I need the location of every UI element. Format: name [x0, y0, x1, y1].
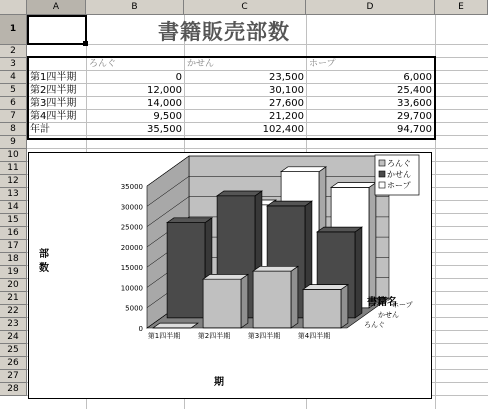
row-header-9[interactable]: 9 [0, 136, 27, 149]
bar-front [203, 279, 241, 328]
row-header-15[interactable]: 15 [0, 214, 27, 227]
y-axis-label: 部 [39, 249, 49, 260]
row-label-q1: 第1四半期 [30, 72, 77, 83]
cell-b4[interactable]: 0 [175, 72, 182, 83]
bar-top [317, 227, 362, 232]
row-label-q3: 第3四半期 [30, 98, 77, 109]
fill-handle[interactable] [83, 41, 88, 46]
y-tick-label: 35000 [120, 183, 143, 191]
row-header-27[interactable]: 27 [0, 370, 27, 383]
bar-top [217, 191, 262, 196]
cell-d8[interactable]: 94,700 [397, 124, 432, 135]
cell-d4[interactable]: 6,000 [403, 72, 432, 83]
x-tick-label: 第1四半期 [147, 332, 181, 340]
row-header-16[interactable]: 16 [0, 227, 27, 240]
bar-top [331, 183, 376, 188]
bar-side [355, 227, 362, 318]
row-header-22[interactable]: 22 [0, 305, 27, 318]
row-header-11[interactable]: 11 [0, 162, 27, 175]
bar-front [303, 289, 341, 328]
row-header-8[interactable]: 8 [0, 123, 27, 136]
cell-b7[interactable]: 9,500 [153, 111, 182, 122]
bar-side [241, 274, 248, 328]
cell-b6[interactable]: 14,000 [147, 98, 182, 109]
bar-front [253, 271, 291, 328]
table-header-rongu: ろんぐ [89, 59, 117, 69]
row-header-1[interactable]: 1 [0, 15, 27, 45]
row-header-6[interactable]: 6 [0, 97, 27, 110]
legend-swatch [379, 160, 385, 166]
row-header-21[interactable]: 21 [0, 292, 27, 305]
bar-side [341, 285, 348, 328]
bar-top [203, 274, 248, 279]
row-header-19[interactable]: 19 [0, 266, 27, 279]
column-header-a[interactable]: A [27, 0, 86, 15]
y-tick-label: 10000 [120, 284, 143, 293]
depth-tick-label: ホープ [392, 301, 413, 309]
y-tick-label: 0 [138, 325, 143, 333]
row-header-28[interactable]: 28 [0, 383, 27, 396]
selected-cell-a1[interactable] [27, 15, 87, 45]
row-header-5[interactable]: 5 [0, 84, 27, 97]
row-header-25[interactable]: 25 [0, 344, 27, 357]
y-axis-label: 数 [39, 263, 49, 274]
row-header-14[interactable]: 14 [0, 201, 27, 214]
y-tick-label: 30000 [120, 203, 143, 212]
row-header-20[interactable]: 20 [0, 279, 27, 292]
column-header-d[interactable]: D [306, 0, 435, 15]
cell-b5[interactable]: 12,000 [147, 85, 182, 96]
chart-svg [29, 153, 431, 398]
column-header-c[interactable]: C [184, 0, 306, 15]
y-tick-label: 5000 [125, 304, 143, 313]
row-header-3[interactable]: 3 [0, 58, 27, 71]
depth-tick-label: ろんぐ [364, 321, 385, 329]
legend-label: かせん [387, 170, 411, 179]
depth-axis-label: 書籍名 [367, 297, 397, 308]
cell-c5[interactable]: 30,100 [269, 85, 304, 96]
cell-c6[interactable]: 27,600 [269, 98, 304, 109]
cell-c8[interactable]: 102,400 [262, 124, 304, 135]
cell-c7[interactable]: 21,200 [269, 111, 304, 122]
row-header-17[interactable]: 17 [0, 240, 27, 253]
legend-label: ろんぐ [387, 159, 411, 168]
row-header-4[interactable]: 4 [0, 71, 27, 84]
cell-b8[interactable]: 35,500 [147, 124, 182, 135]
bar-top [167, 218, 212, 223]
row-header-23[interactable]: 23 [0, 318, 27, 331]
row-header-10[interactable]: 10 [0, 149, 27, 162]
bar-side [291, 266, 298, 328]
x-axis-label: 期 [214, 377, 224, 388]
legend-swatch [379, 182, 385, 188]
table-header-kasen: かせん [187, 59, 215, 69]
bar-top [303, 285, 348, 290]
cell-d7[interactable]: 29,700 [397, 111, 432, 122]
row-label-q2: 第2四半期 [30, 85, 77, 96]
column-header-e[interactable]: E [435, 0, 488, 15]
select-all-corner[interactable] [0, 0, 27, 15]
legend-label: ホープ [387, 181, 411, 190]
cell-d5[interactable]: 25,400 [397, 85, 432, 96]
y-tick-label: 15000 [120, 264, 143, 273]
row-label-total: 年計 [30, 124, 50, 135]
cell-d6[interactable]: 33,600 [397, 98, 432, 109]
x-tick-label: 第4四半期 [297, 332, 331, 340]
row-header-2[interactable]: 2 [0, 45, 27, 58]
table-header-hope: ホープ [309, 59, 336, 69]
bar-top [267, 201, 312, 206]
chart-object[interactable] [28, 152, 432, 399]
sheet-title: 書籍販売部数 [158, 20, 290, 44]
row-header-18[interactable]: 18 [0, 253, 27, 266]
row-label-q4: 第4四半期 [30, 111, 77, 122]
legend-swatch [379, 171, 385, 177]
row-header-13[interactable]: 13 [0, 188, 27, 201]
bar-top [253, 266, 298, 271]
bar-top [153, 323, 198, 328]
x-tick-label: 第2四半期 [197, 332, 231, 340]
y-tick-label: 20000 [120, 243, 143, 252]
bar-top [281, 167, 326, 172]
row-header-12[interactable]: 12 [0, 175, 27, 188]
row-header-26[interactable]: 26 [0, 357, 27, 370]
bar-front [167, 223, 205, 318]
column-header-b[interactable]: B [86, 0, 184, 15]
bar-side [369, 183, 376, 308]
y-tick-label: 25000 [120, 223, 143, 232]
row-header-24[interactable]: 24 [0, 331, 27, 344]
x-tick-label: 第3四半期 [247, 332, 281, 340]
cell-c4[interactable]: 23,500 [269, 72, 304, 83]
depth-tick-label: かせん [378, 311, 399, 319]
row-header-7[interactable]: 7 [0, 110, 27, 123]
